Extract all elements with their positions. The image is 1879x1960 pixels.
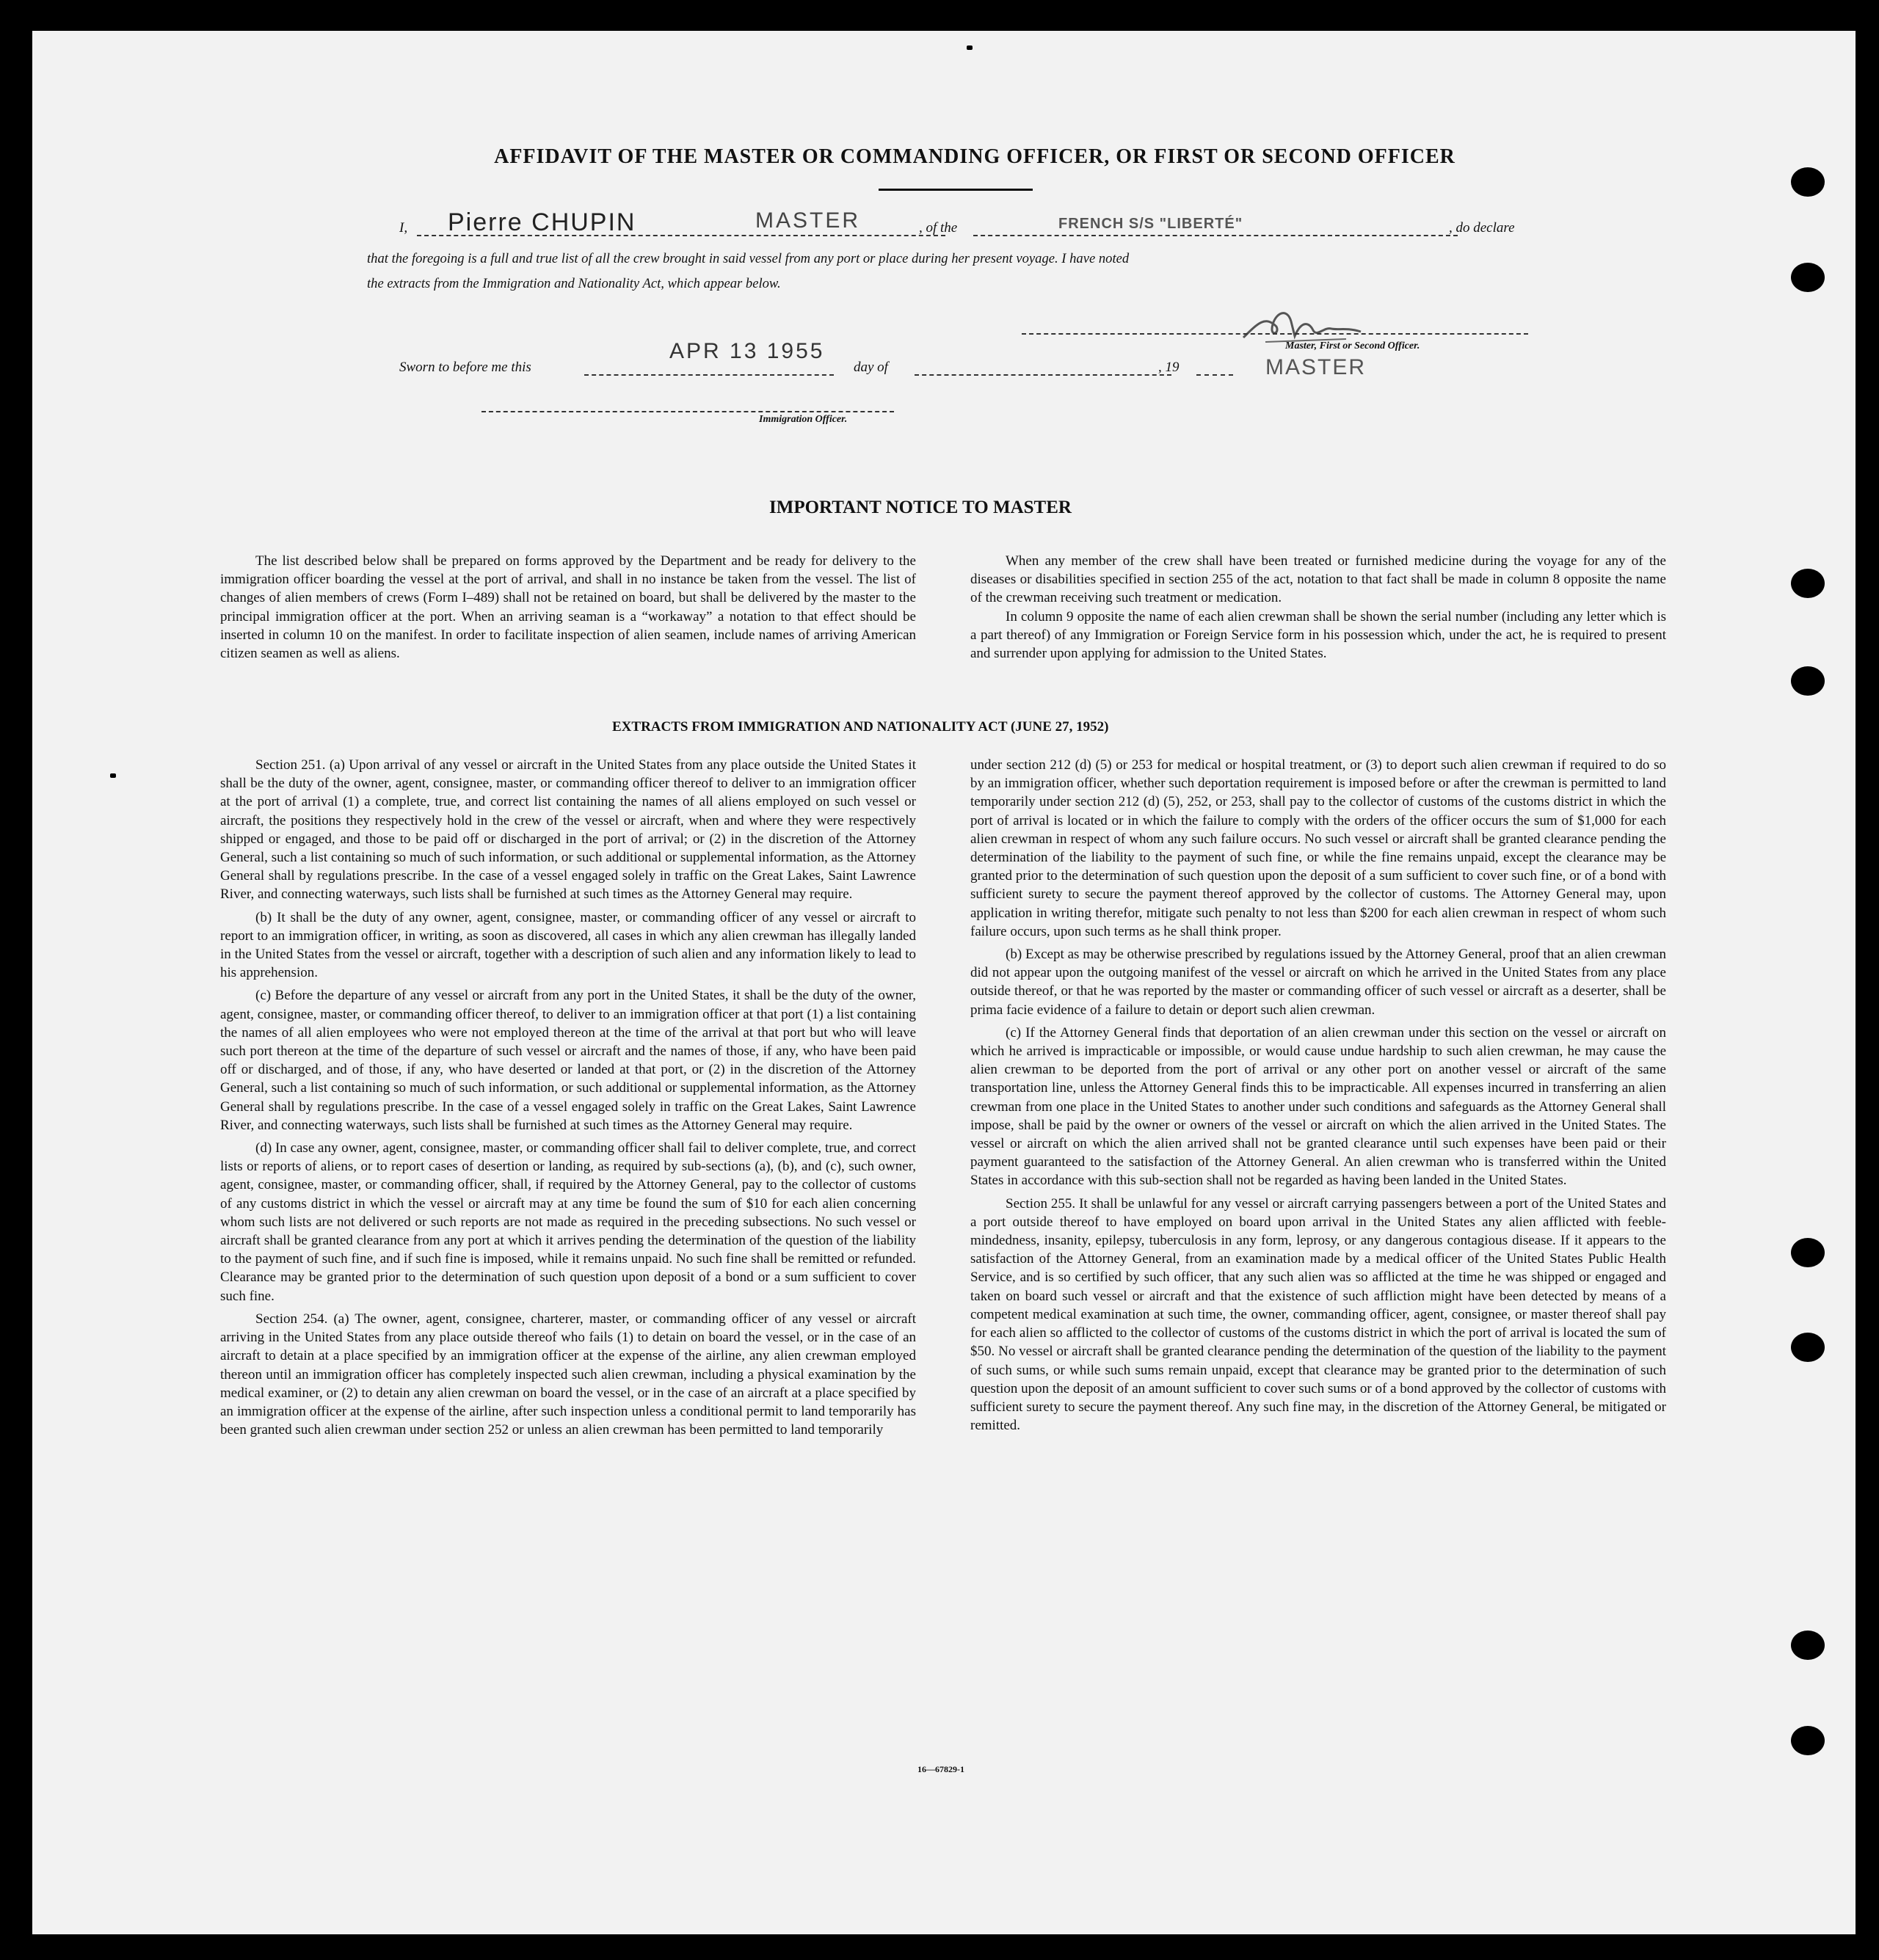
notice-left-paragraph: The list described below shall be prepared on forms approved by the Department and be ready for delivery to the immigration officer boarding the vessel at the port of arrival, and shall in no instance be taken from the vessel. The list of changes of alien members of crews (Form I–489) shall not be retained on board, but shall be delivered by the master to the principal immigration officer at the port. When an arriving seaman is a “workaway” a notation to that effect should be inserted in column 10 on the manifest. In order to facilitate inspection of alien seamen, include names of arriving American citizen seamen as well as aliens. — [220, 553, 916, 662]
notice-right-column — [970, 552, 1666, 667]
punch-hole — [1791, 167, 1825, 197]
officer-line — [481, 411, 894, 412]
punch-hole — [1791, 666, 1825, 696]
section-251d: (d) In case any owner, agent, consignee, master, or commanding officer shall fail to deliver complete, true, and correct lists or reports of aliens, or to report cases of desertion or landing, as required by sub-sections (a), (b), and (c), such owner, agent, consignee, master, or commanding officer, shall, if required by the Attorney General, pay to the collector of customs of any customs district in which the vessel or aircraft may at any time be found the sum of $10 for each alien concerning whom such lists are not delivered or such reports are not made as required in the preceding subsections. No such vessel or aircraft shall be granted clearance from any port at which it arrives pending the determination of the question of the liability to the payment of such fine, and if such fine is imposed, while it remains unpaid. No such fine shall be remitted or refunded. Clearance may be granted prior to the determination of such question upon deposit of a bond or a sum sufficient to cover such fine. — [220, 1140, 916, 1304]
section-251b: (b) It shall be the duty of any owner, agent, consignee, master, or commanding officer of any vessel or aircraft to report to an immigration officer, in writing, as soon as discovered, all cases in which any alien crewman has illegally landed in the United States from the vessel or aircraft, together with a description of such alien and any information likely to lead to his apprehension. — [220, 909, 916, 981]
year-label: , 19 — [1158, 360, 1180, 375]
ink-speck — [967, 45, 973, 50]
document-page — [32, 31, 1856, 1934]
section-251a: Section 251. (a) Upon arrival of any vessel or aircraft in the United States from any place outside the United States it shall be the duty of the owner, agent, consignee, master, or commanding officer thereof to deliver to an immigration officer at the port of arrival (1) a complete, true, and correct list containing the names of all aliens employed on such vessel or aircraft, the positions they respectively hold in the crew of the vessel or aircraft, when and where they were respectively shipped or engaged, and those to be paid off or discharged in the port of arrival; or (2) in the discretion of the Attorney General, such a list containing so much of such information, or such additional or supplemental information, as the Attorney General shall by regulations prescribe. In the case of a vessel engaged solely in traffic on the Great Lakes, Saint Lawrence River, and connecting waterways, such lists shall be furnished at such times as the Attorney General may require. — [220, 757, 916, 903]
officer-caption: Immigration Officer. — [759, 414, 848, 425]
day-of-label: day of — [854, 360, 888, 375]
vessel-fill-line — [973, 235, 1458, 236]
sworn-label: Sworn to before me this — [399, 360, 531, 375]
extracts-left-column — [220, 756, 916, 1443]
affidavit-title: AFFIDAVIT OF THE MASTER OR COMMANDING OFFICER, OR FIRST OR SECOND OFFICER — [494, 145, 1455, 168]
extracts-right-column — [970, 756, 1666, 1439]
section-254c: (c) If the Attorney General finds that deportation of an alien crewman under this section on the vessel or aircraft on which he arrived is impracticable or impossible, or would cause undue hardship to such alien crewman, he may cause the alien crewman to be deported from the port of arrival or any other port on another vessel or aircraft of the same transportation line, unless the Attorney General finds this to be impracticable. All expenses incurred in transferring an alien crewman from one place in the United States to another under such conditions and safeguards as the Attorney General shall impose, shall be paid by the owner or owners of the vessel or aircraft on which the alien arrived in the United States. The vessel or aircraft on which the alien arrived shall not be granted clearance until such expenses have been paid or their payment guaranteed to the satisfaction of the Attorney General. An alien crewman who is transferred within the United States in accordance with this sub-section shall not be regarded as having been landed in the United States. — [970, 1024, 1666, 1189]
notice-right-paragraph-1: When any member of the crew shall have been treated or furnished medicine during the voyage for any of the diseases or disabilities specified in section 255 of the act, notation to that fact shall be made in column 8 opposite the name of the crewman receiving such treatment or medication. — [970, 553, 1666, 606]
notice-left-column — [220, 552, 916, 667]
declaration-text-line1: that the foregoing is a full and true list of all the crew brought in said vessel from any port or place during her present voyage. I have noted — [367, 251, 1130, 266]
signature-caption: Master, First or Second Officer. — [1285, 340, 1420, 351]
month-line — [915, 374, 1171, 376]
form-number: 16—67829-1 — [917, 1764, 964, 1774]
punch-hole — [1791, 1333, 1825, 1362]
section-254b: (b) Except as may be otherwise prescribed by regulations issued by the Attorney General, proof that an alien crewman did not appear upon the outgoing manifest of the vessel or aircraft on which he arrived in the United States from any place outside thereof, or that he was reported by the master or commanding officer of such vessel or aircraft as a deserter, shall be prima facie evidence of a failure to detain or deport such alien crewman. — [970, 947, 1666, 1018]
section-254a-continued: under section 212 (d) (5) or 253 for medical or hospital treatment, or (3) to deport such alien crewman if required to do so by an immigration officer, whether such deportation requirement is imposed before or after the crewman is permitted to land temporarily under section 212 (d) (5), 252, or 253, shall pay to the collector of customs of the customs district in which the port of arrival is located or in which the failure to comply with the orders of the officer occurs the sum of $1,000 for each alien crewman in respect of whom any such failure occurs. No such vessel or aircraft shall be granted clearance pending the determination of the liability to the payment of such fine, or while the fine remains unpaid, except the clearance may be granted prior to the determination of such question upon the deposit of a sum sufficient to cover such fine, or of a bond with sufficient surety to secure the payment thereof approved by the collector of customs. The Attorney General may, upon application in writing therefor, mitigate such penalty to not less than $200 for each alien crewman in respect of whom such failure occurs, upon such terms as he shall think proper. — [970, 757, 1666, 939]
declaration-text-line2: the extracts from the Immigration and Nationality Act, which appear below. — [367, 276, 781, 291]
punch-hole — [1791, 1238, 1825, 1267]
title-rule — [879, 189, 1033, 191]
section-255: Section 255. It shall be unlawful for any vessel or aircraft carrying passengers between a port of the United States and a port outside thereof to have employed on board upon arrival in the United States any alien afflicted with feeble-mindedness, insanity, epilepsy, tuberculosis in any form, leprosy, or any dangerous contagious disease. If it appears to the satisfaction of the Attorney General, from an examination made by a medical officer of the United States Public Health Service, and is so certified by such officer, that any such alien was so afflicted at the time he was shipped or engaged and taken on board such vessel or aircraft and that the existence of such affliction might have been detected by means of a competent medical examination at such time, the owner, commanding officer, agent, consignee, or master thereof shall pay for each alien so afflicted to the collector of customs of the customs district in which the port of arrival is located the sum of $50. No vessel or aircraft shall be granted clearance pending the determination of the question of the liability to the payment of such sums, or while such sums remain unpaid, except that clearance may be granted prior to the determination of such question upon the deposit of an amount sufficient to cover such sums or of a bond approved by the collector of customs with sufficient surety to secure the payment thereof. Any such fine may, in the discretion of the Attorney General, be mitigated or remitted. — [970, 1195, 1666, 1434]
notice-right-paragraph-2: In column 9 opposite the name of each alien crewman shall be shown the serial number (including any letter which is a part thereof) of any Immigration or Foreign Service form in his possession which, under the act, he is required to present and surrender upon applying for admission to the United States. — [970, 608, 1666, 662]
punch-hole — [1791, 1631, 1825, 1660]
of-the-label: , of the — [919, 220, 958, 236]
vessel-name: FRENCH S/S "LIBERTÉ" — [1058, 216, 1243, 232]
section-251c: (c) Before the departure of any vessel or aircraft from any port in the United States, it shall be the duty of the owner, agent, consignee, master, or commanding officer thereof, to deliver to an immigration officer at that port (1) a list containing the names of all alien employees who were not employed thereon at the time of the arrival at that port but who will leave such port thereon at the time of the departure of such vessel or aircraft and the names of those, if any, who have been paid off or discharged, and of those, if any, who have deserted or landed at that port, or (2) in the discretion of the Attorney General, such a list containing so much of such information, or such additional or supplemental information, as the Attorney General shall by regulations prescribe. In the case of a vessel engaged solely in traffic on the Great Lakes, Saint Lawrence River, and connecting waterways, such lists shall be furnished at such times as the Attorney General may require. — [220, 988, 916, 1133]
section-254a: Section 254. (a) The owner, agent, consignee, charterer, master, or commanding officer of any vessel or aircraft arriving in the United States from any place outside thereof who fails (1) to detain on board the vessel, or in the case of an aircraft to detain at a place specified by an immigration officer at the expense of the airline, any alien crewman employed thereon until an immigration officer has completely inspected such alien crewman, including a physical examination by the medical examiner, or (2) to detain any alien crewman on board the vessel, or in the case of an aircraft at a place specified by an immigration officer at the expense of the airline, after such inspection unless a conditional permit to land temporarily has been granted such alien crewman under section 252 or unless an alien crewman has been permitted to land temporarily — [220, 1311, 916, 1438]
signature-line — [1022, 333, 1528, 335]
declarant-name: Pierre CHUPIN — [448, 208, 636, 236]
punch-hole — [1791, 1726, 1825, 1755]
sworn-day-line — [584, 374, 834, 376]
notice-heading: IMPORTANT NOTICE TO MASTER — [769, 498, 1072, 517]
punch-hole — [1791, 569, 1825, 598]
extracts-heading: EXTRACTS FROM IMMIGRATION AND NATIONALITY ACT (JUNE 27, 1952) — [612, 719, 1109, 735]
master-stamp: MASTER — [1265, 355, 1367, 379]
declarant-rank: MASTER — [755, 208, 861, 233]
year-line — [1196, 374, 1233, 376]
ink-speck — [110, 773, 116, 778]
i-label: I, — [399, 220, 408, 236]
punch-hole — [1791, 263, 1825, 292]
do-declare-label: , do declare — [1449, 220, 1515, 236]
sworn-date: APR 13 1955 — [669, 339, 825, 363]
